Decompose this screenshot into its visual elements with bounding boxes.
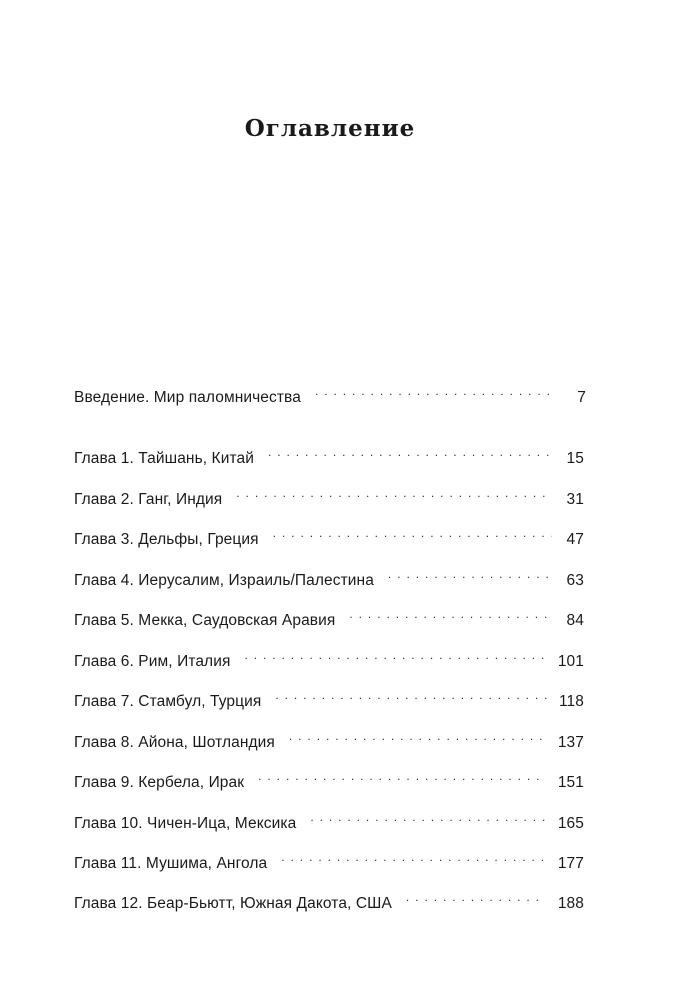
toc-entry-chapter-7[interactable] [74, 684, 584, 710]
dot-leader [281, 846, 546, 868]
toc-entry-chapter-6[interactable] [74, 644, 584, 670]
dot-leader [310, 806, 546, 828]
toc-entry-page-number: 151 [557, 774, 584, 791]
toc-entry-label: Глава 5. Мекка, Саудовская Аравия [74, 612, 336, 629]
toc-entry-page-number: 63 [566, 572, 584, 589]
toc-entry-label: Глава 3. Дельфы, Греция [74, 531, 259, 548]
toc-entry-chapter-12[interactable] [74, 886, 584, 912]
page-title: Оглавление [244, 115, 416, 143]
toc-entry-chapter-8[interactable] [74, 725, 584, 751]
toc-entry-label: Глава 7. Стамбул, Турция [74, 693, 262, 710]
dot-leader [349, 603, 552, 625]
dot-leader [388, 563, 552, 585]
dot-leader [273, 522, 552, 544]
dot-leader [236, 482, 552, 504]
toc-entry-chapter-10[interactable] [74, 806, 584, 832]
toc-entry-page-number: 15 [566, 450, 584, 467]
toc-entry-chapter-9[interactable] [74, 765, 584, 791]
toc-entry-intro[interactable] [74, 380, 586, 406]
toc-entry-page-number: 137 [557, 734, 584, 751]
dot-leader [275, 684, 547, 706]
toc-entry-page-number: 7 [577, 389, 586, 406]
toc-entry-label: Глава 2. Ганг, Индия [74, 491, 223, 508]
toc-entry-page-number: 188 [557, 895, 584, 912]
toc-entry-label: Введение. Мир паломничества [74, 389, 301, 406]
toc-entry-label: Глава 8. Айона, Шотландия [74, 734, 275, 751]
toc-entry-page-number: 177 [557, 855, 584, 872]
toc-entry-page-number: 101 [557, 653, 584, 670]
toc-entry-page-number: 118 [558, 693, 584, 710]
dot-leader [289, 725, 546, 747]
dot-leader [315, 380, 554, 402]
toc-entry-page-number: 84 [566, 612, 584, 629]
dot-leader [268, 441, 552, 463]
toc-entry-chapter-2[interactable] [74, 482, 584, 508]
toc-entry-chapter-11[interactable] [74, 846, 584, 872]
toc-entry-label: Глава 9. Кербела, Ирак [74, 774, 245, 791]
toc-entry-page-number: 165 [557, 815, 584, 832]
toc-entry-chapter-1[interactable] [74, 441, 584, 467]
toc-entry-chapter-5[interactable] [74, 603, 584, 629]
toc-entry-chapter-4[interactable] [74, 563, 584, 589]
toc-entry-chapter-3[interactable] [74, 522, 584, 548]
dot-leader [244, 644, 545, 666]
dot-leader [258, 765, 546, 787]
toc-entry-label: Глава 4. Иерусалим, Израиль/Палестина [74, 572, 374, 589]
toc-entry-page-number: 47 [566, 531, 584, 548]
toc-entry-label: Глава 1. Тайшань, Китай [74, 450, 254, 467]
dot-leader [406, 886, 546, 908]
toc-entry-label: Глава 6. Рим, Италия [74, 653, 231, 670]
toc-entry-label: Глава 12. Беар-Бьютт, Южная Дакота, США [74, 895, 392, 912]
toc-entry-page-number: 31 [566, 491, 584, 508]
toc-entry-label: Глава 11. Мушима, Ангола [74, 855, 268, 872]
toc-entry-label: Глава 10. Чичен-Ица, Мексика [74, 815, 297, 832]
